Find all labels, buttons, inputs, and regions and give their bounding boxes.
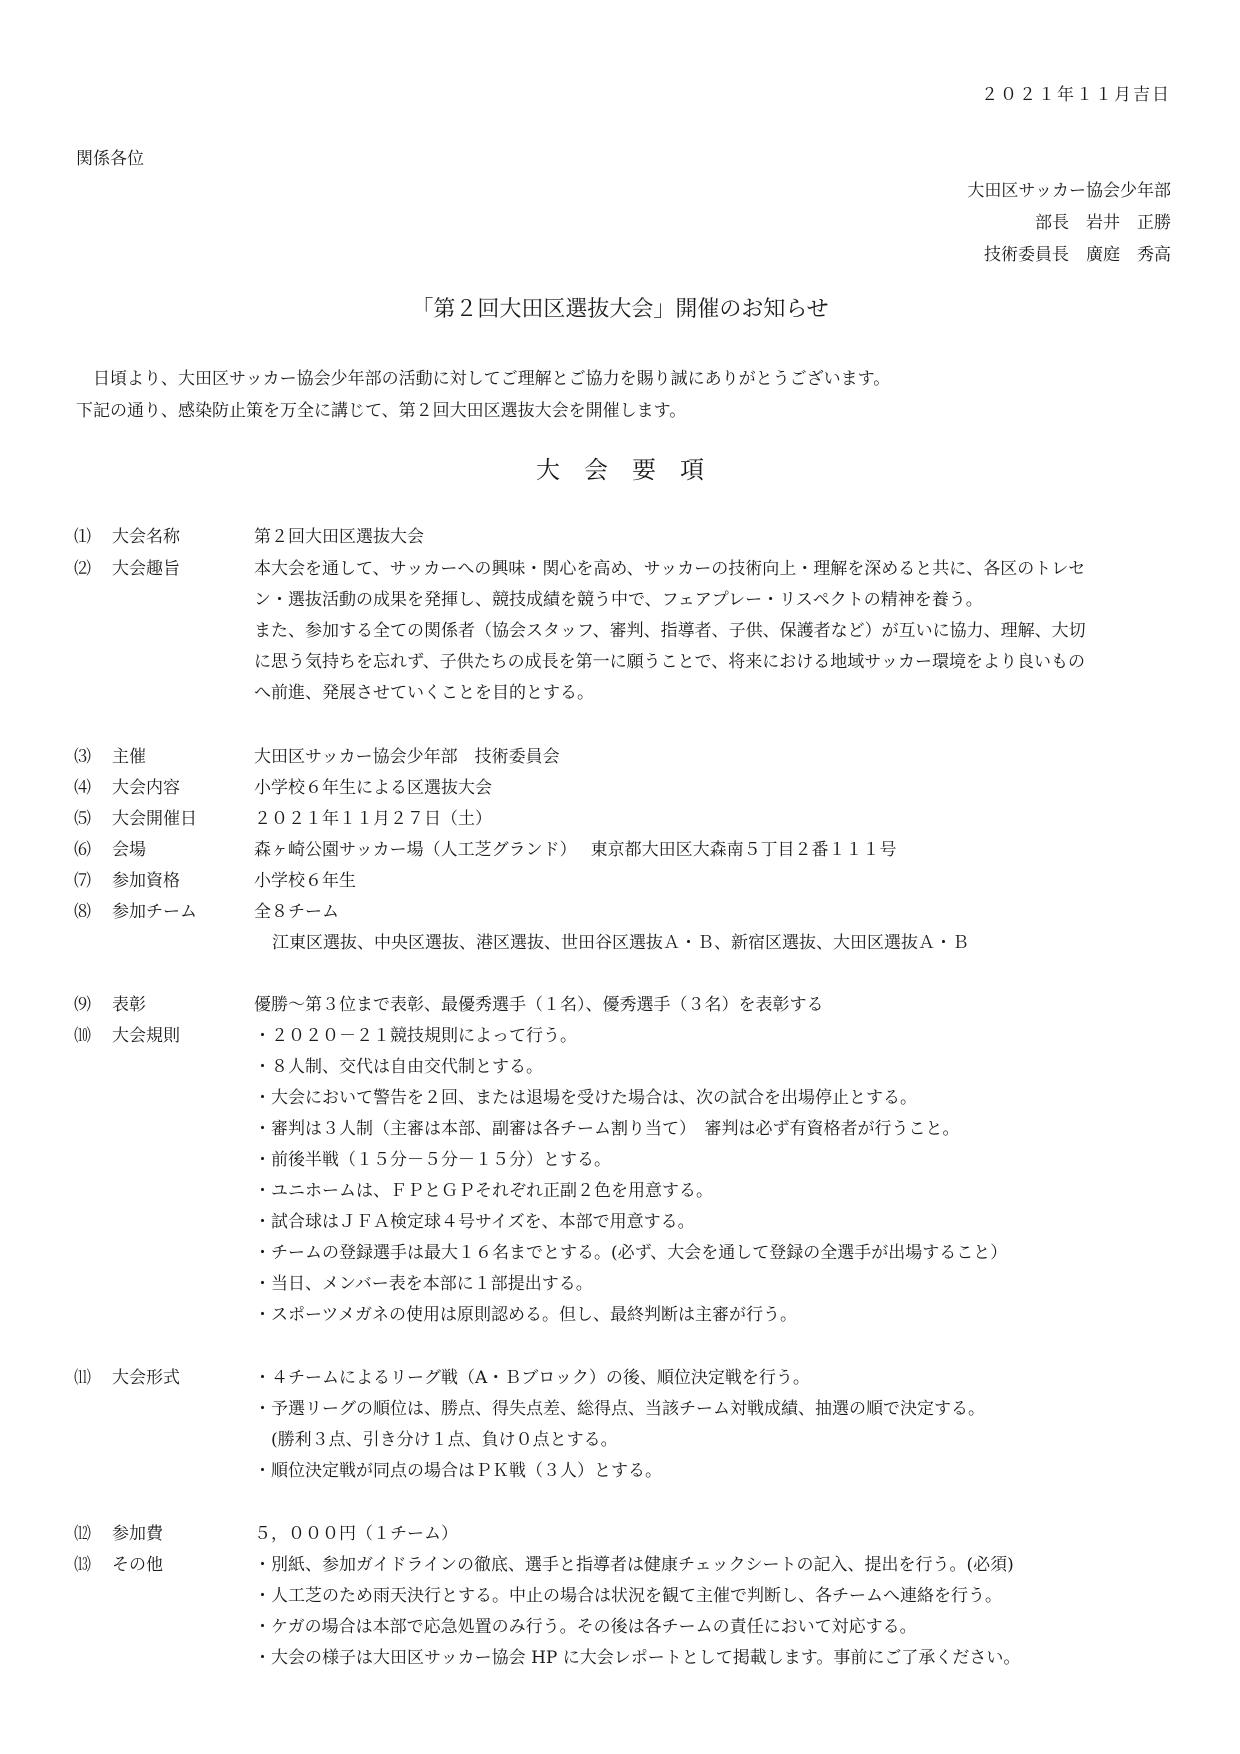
document-title: 「第２回大田区選抜大会」開催のお知らせ <box>411 297 829 322</box>
item-label: 会場 <box>112 840 146 860</box>
item-number: ⑿ <box>74 1524 91 1544</box>
item-number: ⑶ <box>74 747 91 767</box>
item-number: ⑽ <box>74 1026 91 1046</box>
item-number: ⑴ <box>74 527 91 547</box>
item-label: 表彰 <box>112 995 146 1015</box>
other-bullet: ・ケガの場合は本部で応急処置のみ行う。その後は各チームの責任において対応する。 <box>254 1617 917 1637</box>
item-number: ⑸ <box>74 809 91 829</box>
item-label: 参加資格 <box>112 871 180 891</box>
item-value: 大田区サッカー協会少年部 技術委員会 <box>254 747 560 767</box>
document-date: ２０２１年１１月吉日 <box>981 85 1171 105</box>
item-label: 大会趣旨 <box>112 559 180 579</box>
intro-line: 日頃より、大田区サッカー協会少年部の活動に対してご理解とご協力を賜り誠にありがとうございます。 <box>76 369 891 389</box>
item-number: ⑵ <box>74 559 91 579</box>
item-value: 全８チーム <box>254 902 339 922</box>
format-bullet: ・４チームによるリーグ戦（A・Ｂブロック）の後、順位決定戦を行う。 <box>254 1368 810 1388</box>
item-text-line: に思う気持ちを忘れず、子供たちの成長を第一に願うことで、将来における地域サッカー環境をより良いもの <box>254 652 1085 672</box>
item-number: ⑾ <box>74 1368 91 1388</box>
item-text-line: へ前進、発展させていくことを目的とする。 <box>254 683 594 703</box>
sender-technical-chair: 技術委員長 廣庭 秀高 <box>984 245 1171 265</box>
item-number: ⑻ <box>74 902 91 922</box>
format-bullet: ・順位決定戦が同点の場合はＰＫ戦（３人）とする。 <box>254 1461 662 1481</box>
item-text-line: ン・選抜活動の成果を発揮し、競技成績を競う中で、フェアプレー・リスペクトの精神を養う。 <box>254 590 983 610</box>
intro-line: 下記の通り、感染防止策を万全に講じて、第２回大田区選抜大会を開催します。 <box>76 401 687 421</box>
item-label: 主催 <box>112 747 146 767</box>
team-list: 江東区選抜、中央区選抜、港区選抜、世田谷区選抜Ａ・Ｂ、新宿区選抜、大田区選抜Ａ・Ｂ <box>272 933 969 953</box>
item-label: 大会内容 <box>112 778 180 798</box>
item-value: 優勝～第３位まで表彰、最優秀選手（１名）、優秀選手（３名）を表彰する <box>254 995 824 1015</box>
item-value: 第２回大田区選抜大会 <box>254 527 424 547</box>
rule-bullet: ・ユニホームは、ＦＰとＧＰそれぞれ正副２色を用意する。 <box>254 1181 713 1201</box>
item-number: ⑹ <box>74 840 91 860</box>
other-bullet: ・別紙、参加ガイドラインの徹底、選手と指導者は健康チェックシートの記入、提出を行う。(必須) <box>254 1555 1014 1575</box>
item-number: ⒀ <box>74 1555 91 1575</box>
rule-bullet: ・スポーツメガネの使用は原則認める。但し、最終判断は主審が行う。 <box>254 1305 797 1325</box>
section-heading: 大会要項 <box>536 456 728 484</box>
rule-bullet: ・８人制、交代は自由交代制とする。 <box>254 1057 543 1077</box>
format-bullet: (勝利３点、引き分け１点、負け０点とする。 <box>254 1430 618 1450</box>
item-label: 参加費 <box>112 1524 163 1544</box>
item-value: 小学校６年生による区選抜大会 <box>254 778 492 798</box>
item-text-line: また、参加する全ての関係者（協会スタッフ、審判、指導者、子供、保護者など）が互いに協力、理解、大切 <box>254 621 1086 641</box>
addressee: 関係各位 <box>76 149 144 169</box>
item-label: その他 <box>112 1555 163 1575</box>
item-label: 参加チーム <box>112 902 197 922</box>
item-value: ５，０００円（１チーム） <box>254 1524 458 1544</box>
item-label: 大会規則 <box>112 1026 180 1046</box>
rule-bullet: ・審判は３人制（主審は本部、副審は各チーム割り当て） 審判は必ず有資格者が行うこと。 <box>254 1119 960 1139</box>
item-text-line: 本大会を通して、サッカーへの興味・関心を高め、サッカーの技術向上・理解を深めると共に、各区のトレセ <box>254 559 1086 579</box>
rule-bullet: ・前後半戦（１５分－５分－１５分）とする。 <box>254 1150 611 1170</box>
item-label: 大会形式 <box>112 1368 180 1388</box>
item-number: ⑼ <box>74 995 91 1015</box>
item-value: 小学校６年生 <box>254 871 356 891</box>
item-number: ⑺ <box>74 871 91 891</box>
item-value: ２０２１年１１月２７日（土） <box>254 809 492 829</box>
rule-bullet: ・試合球はＪＦＡ検定球４号サイズを、本部で用意する。 <box>254 1212 695 1232</box>
rule-bullet: ・チームの登録選手は最大１６名までとする。(必ず、大会を通して登録の全選手が出場すること） <box>254 1243 1008 1263</box>
item-value: 森ヶ崎公園サッカー場（人工芝グランド） 東京都大田区大森南５丁目２番１１１号 <box>254 840 897 860</box>
format-bullet: ・予選リーグの順位は、勝点、得失点差、総得点、当該チーム対戦成績、抽選の順で決定する。 <box>254 1399 985 1419</box>
rule-bullet: ・２０２０－２１競技規則によって行う。 <box>254 1026 577 1046</box>
rule-bullet: ・当日、メンバー表を本部に１部提出する。 <box>254 1274 593 1294</box>
item-label: 大会開催日 <box>112 809 197 829</box>
other-bullet: ・大会の様子は大田区サッカー協会 HP に大会レポートとして掲載します。事前にご了承ください。 <box>254 1648 1021 1668</box>
item-number: ⑷ <box>74 778 91 798</box>
item-label: 大会名称 <box>112 527 180 547</box>
rule-bullet: ・大会において警告を２回、または退場を受けた場合は、次の試合を出場停止とする。 <box>254 1088 917 1108</box>
sender-organization: 大田区サッカー協会少年部 <box>967 181 1171 201</box>
sender-director: 部長 岩井 正勝 <box>1035 213 1171 233</box>
other-bullet: ・人工芝のため雨天決行とする。中止の場合は状況を観て主催で判断し、各チームへ連絡を行う。 <box>254 1586 1002 1606</box>
